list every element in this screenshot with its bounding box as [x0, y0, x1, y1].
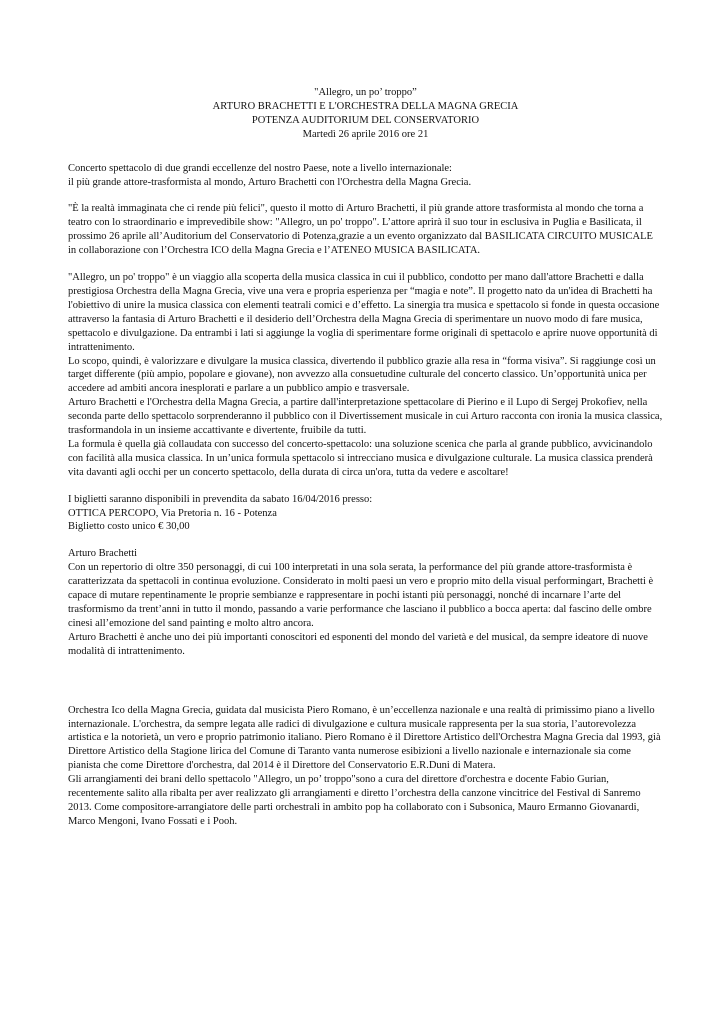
text-line: Concerto spettacolo di due grandi eccellenze del nostro Paese, note a livello internazionale: — [68, 162, 452, 174]
text-line: Gli arrangiamenti dei brani dello spettacolo "Allegro, un po’ troppo"sono a cura del direttore d'orchestra e docente Fabio Gurian, — [68, 774, 609, 786]
tickets-price-line: Biglietto costo unico € 30,00 — [68, 521, 190, 533]
tickets-info — [68, 493, 663, 535]
text-line: trasformismo da trent’anni in tutto il mondo, passando a varie performance che lasciano il pubblico a bocca aperta: dal fascino delle ombre — [68, 604, 652, 615]
event-subtitle: ARTURO BRACHETTI E L'ORCHESTRA DELLA MAGNA GRECIA — [212, 100, 519, 112]
document-header — [68, 86, 663, 142]
text-line: seconda parte dello spettacolo sorprenderanno il pubblico con il Divertissement musicale in cui Arturo racconta con ironia la musica classica, — [68, 411, 663, 423]
text-line: recentemente salito alla ribalta per aver realizzato gli arrangiamenti e diretto l’orchestra della canzone vincitrice del Festival di Sanremo — [68, 788, 641, 800]
show-description-paragraph — [68, 271, 663, 480]
text-line: accedere ad ambiti ancora inesplorati e parlare a un pubblico ampio e trasversale. — [68, 383, 410, 395]
text-line: trasformandola in un insieme accattivante e divertente, fruibile da tutti. — [68, 425, 367, 437]
text-line: modalità di intrattenimento. — [68, 645, 185, 657]
text-line: La formula è quella già collaudata con successo del concerto-spettacolo: una soluzione scenica che parla al grande pubblico, avvicinandolo — [68, 438, 653, 450]
bio-heading: Arturo Brachetti — [68, 548, 138, 560]
text-line: cinesi all’emozione del sand painting e molto altro ancora. — [68, 617, 314, 629]
text-line: teatro con lo straordinario e imprevedibile show: "Allegro, un po' troppo". L’attore aprirà il suo tour in esclusiva in Puglia e Basilicata, il — [68, 217, 642, 229]
text-line: vita davanti agli occhi per un concerto spettacolo, della durata di circa un'ora, tutta da vedere e ascoltare! — [68, 466, 509, 478]
text-line: "Allegro, un po' troppo" è un viaggio alla scoperta della musica classica in cui il pubblico, condotto per mano dall'attore Brachetti e dalla — [68, 272, 644, 284]
text-line: internazionale. L'orchestra, da sempre legata alle radici di divulgazione e cultura musicale rappresenta per la sua storia, l’autorevolezza — [68, 718, 637, 730]
text-line: caratterizzata da spettacoli in continua evoluzione. Considerato in molti paesi un vero e proprio mito della visual performingart, Brachetti è — [68, 576, 654, 588]
intro-paragraph — [68, 162, 663, 190]
text-line: con facilità alla musica classica. In un’unica formula spettacolo si intrecciano musica e divulgazione culturale. La musica classica prenderà — [68, 452, 653, 464]
text-line: Arturo Brachetti e l'Orchestra della Magna Grecia, a partire dall'interpretazione spettacolare di Pierino e il Lupo di Sergej Prokofiev, nella — [68, 397, 648, 409]
event-title: "Allegro, un po’ troppo” — [314, 87, 417, 98]
motto-paragraph — [68, 202, 663, 258]
text-line: attraverso la fantasia di Arturo Brachetti e il desiderio dell’Orchestra della Magna Grecia di sperimentare un nuovo modo di fare musica, — [68, 313, 643, 325]
tickets-presale-line: I biglietti saranno disponibili in prevendita da sabato 16/04/2016 presso: — [68, 493, 373, 505]
text-line: Con un repertorio di oltre 350 personaggi, di cui 100 interpretati in una sola serata, la performance del più grande attore-trasformista è — [68, 562, 633, 574]
text-line: intrattenimento. — [68, 341, 135, 353]
text-line: "È la realtà immaginata che ci rende più felici", questo il motto di Arturo Brachetti, il più grande attore trasformista al mondo che torna a — [68, 203, 644, 215]
event-venue: POTENZA AUDITORIUM DEL CONSERVATORIO — [251, 114, 480, 126]
text-line: artistica e la notorietà, un vero e proprio patrimonio italiano. Piero Romano è il Direttore Artistico dell'Orchestra Magna Grecia dal 1993, già — [68, 732, 661, 744]
orchestra-bio — [68, 704, 663, 829]
text-line: Marco Mengoni, Ivano Fossati e i Pooh. — [68, 815, 238, 827]
event-date: Martedì 26 aprile 2016 ore 21 — [302, 128, 429, 140]
text-line: prestigiosa Orchestra della Magna Grecia, vive una vera e propria esperienza per “magia e note”. Il progetto nato da un'idea di Brachetti ha — [68, 285, 653, 297]
text-line: il più grande attore-trasformista al mondo, Arturo Brachetti con l'Orchestra della Magna Grecia. — [68, 176, 472, 188]
text-line: in collaborazione con l’Orchestra ICO della Magna Grecia e l’ATENEO MUSICA BASILICATA. — [68, 245, 481, 257]
text-line: prossimo 26 aprile all’Auditorium del Conservatorio di Potenza,grazie a un evento organizzato dal BASILICATA CIRCUITO MUSICALE — [68, 231, 653, 243]
text-line: 2013. Come compositore-arrangiatore delle parti orchestrali in ambito pop ha collaborato con i Subsonica, Mauro Ermanno Giovanardi, — [68, 801, 640, 813]
text-line: Direttore Artistico della Stagione lirica del Comune di Taranto vanta numerose esibizioni a livello nazionale e internazionale sia come — [68, 746, 631, 758]
text-line: spettacolo e divulgazione. Da entrambi i lati si aggiunge la voglia di sperimentare forme originali di spettacolo e aprire nuove opportunità di — [68, 327, 658, 339]
spacer — [68, 672, 663, 704]
document-page — [68, 86, 663, 842]
text-line: Orchestra Ico della Magna Grecia, guidata dal musicista Piero Romano, è un’eccellenza nazionale e una realtà di primissimo piano a livello — [68, 704, 655, 716]
text-line: capace di mutare repentinamente le proprie sembianze e rappresentare in pochi istanti più personaggi, nonché di incarnare l’arte del — [68, 590, 622, 602]
tickets-location-line: OTTICA PERCOPO, Via Pretoria n. 16 - Potenza — [68, 507, 277, 519]
text-line: l'obiettivo di unire la musica classica con elementi teatrali comici e d’effetto. La sinergia tra musica e spettacolo si fonde in questa occasione — [68, 299, 660, 311]
brachetti-bio — [68, 547, 663, 658]
text-line: Lo scopo, quindi, è valorizzare e divulgare la musica classica, divertendo il pubblico grazie alla resa in “forma visiva”. Si raggiunge così un — [68, 355, 656, 367]
text-line: pianista che come Direttore d'orchestra, dal 2014 è il Direttore del Conservatorio E.R.Duni di Matera. — [68, 760, 496, 772]
text-line: target differente (più ampio, popolare e giovane), non avvezzo alla consuetudine culturale del concerto classico. Un’opportunità unica per — [68, 369, 647, 381]
text-line: Arturo Brachetti è anche uno dei più importanti conoscitori ed esponenti del mondo del varietà e del musical, da sempre ideatore di nuove — [68, 631, 648, 643]
